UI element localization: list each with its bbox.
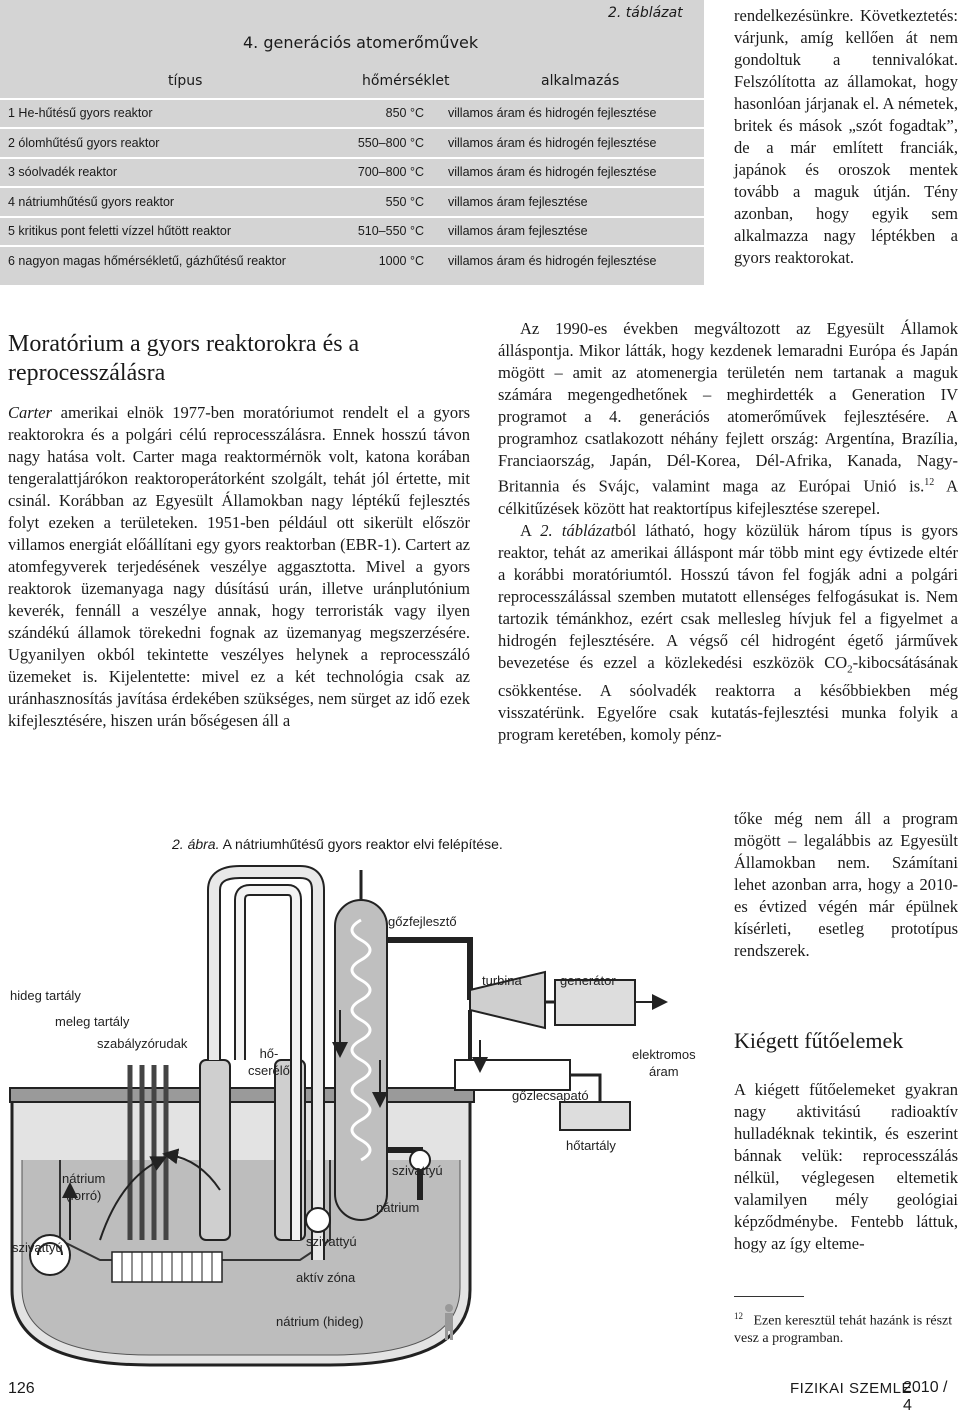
left-paragraph: Carter amerikai elnök 1977-ben moratóriumot rendelt el a gyors reaktorokra és a polgári célú reprocesszálásra. Ennek hosszú távon nagy hatása volt. Carter maga reaktormérnök volt, katona korában tengeralattjárókon reaktoroperátorként szolgált, tehát jól értette, mit csinál. Korábban az Egyesült Államokban nagy léptékű fejlesztés folyt ezeken a területeken. 1951-ben például ott sikerült először villamos energiát előállítani egy gyors reaktorban (EBR-1). Cartert az atomfegyverek terjedésének veszélye aggasztotta. Mivel a gyors reaktorok üzemanyaga nagy dúsítású urán, illetve uránplutónium keverék, fennáll a veszélye annak, hogy terroristák vagy ilyen szándékú államok törekedni fognak az üzemanyag megszerzésére. Ugyanilyen okból tekintette veszélyes helynek a reprocesszáló üzemeket is. Kijelentette: mivel ez a két technológia csak az uránhasznosítás javítása érdekében szükséges, nem sürget az idő ezek kifejlesztésére, hiszen urán bőségesen áll a (8, 403, 470, 730)
heat-exchanger (200, 1060, 230, 1240)
right-column-bottom: tőke még nem áll a program mögött – legalábbis az Egyesült Államokban nem. Számítani lehet azonban arra, hogy a 2010-es évtized végén már épülnek kísérleti, esetleg prototípus rendszerek. (734, 809, 958, 960)
journal-issue: 2010 / 4 (903, 1379, 948, 1414)
label-control-rods: szabályzórudak (97, 1036, 188, 1051)
label-heat-storage: hőtartály (566, 1138, 616, 1153)
section-heading-moratorium: Moratórium a gyors reaktorokra és a reprocesszálásra (8, 331, 360, 386)
page-number: 126 (8, 1380, 35, 1397)
label-warm-tank: meleg tartály (55, 1014, 130, 1029)
label-pump-middle: szivattyú (306, 1234, 357, 1249)
journal-name: FIZIKAI SZEMLE (790, 1380, 913, 1397)
footnote-rule (734, 1296, 804, 1297)
label-cold-tank: hideg tartály (10, 988, 81, 1003)
header-temperature: hőmérséklet (362, 73, 450, 89)
paragraph-generation-iv: Az 1990-es években megváltozott az Egyesült Államok álláspontja. Mikor látták, hogy kezdenek lemaradni Európa és Japán mögött – amit az atomenergia területén nem tartanak a maguk számára megengedhetőnek – meghirdették a Generation IV programot a 4. generációs atomerőművek fejlesztésére. A programhoz csatlakozott néhány fejlett ország: Argentína, Brazília, Franciaország, Japán, Dél-Korea, Dél-Afrika, Kanada, Nagy-Britannia és Svájc, valamint maga az Európai Unió is.$^{12}$ A célkitűzések között hat reaktortípus kifejlesztése szerepel. (498, 319, 958, 518)
header-application: alkalmazás (541, 73, 620, 89)
figure-caption: 2. ábra. A nátriumhűtésű gyors reaktor elvi felépítése. (172, 836, 503, 852)
left-column (8, 330, 470, 732)
label-hot-sodium: nátrium (forró) (62, 1171, 106, 1203)
label-cold-sodium: nátrium (hideg) (276, 1314, 364, 1329)
label-heat-exchanger: hő- cserélő (248, 1046, 290, 1078)
reactor-lid (10, 1088, 474, 1102)
section-spent-fuel (734, 1026, 958, 1255)
middle-column (498, 318, 958, 746)
label-condenser: gőzlecsapató (512, 1088, 589, 1103)
label-pump-left: szivattyú (12, 1240, 63, 1255)
spent-fuel-paragraph: A kiégett fűtőelemeket gyakran nagy aktivitású radioaktív hulladéknak tekintik, és eszerint bánnak velük: reprocesszálás nélkül, véglegesen eltemetik valamilyen mély geológiai képződménybe. Fentebb láttuk, hogy az így elteme- (734, 1080, 958, 1253)
label-active-core: aktív zóna (296, 1270, 356, 1285)
table-caption: 2. táblázat (608, 5, 683, 21)
heat-tank (560, 1102, 630, 1130)
sodium-reactor-diagram (0, 860, 730, 1375)
label-pump-right: szivattyú (392, 1163, 443, 1178)
label-turbine: turbina (482, 973, 522, 988)
generation-iv-table: 2. táblázat 4. generációs atomerőművek típus hőmérséklet alkalmazás 1 He-hűtésű gyors reaktor 850 °C villamos áram és hidrogén fejlesztése 2 ólomhűtésű gyors reaktor 550–800 °C villamos áram és hidrogén fejlesztése 3 sóolvadék reaktor 700–800 °C villamos áram és hidrogén fejlesztése 4 nátriumhűtésű gyors reaktor 550 °C villamos áram fejlesztése 5 kritikus pont feletti vízzel hűtött reaktor 510–550 °C villamos áram fejlesztése 6 nagyon magas hőmérsékletű, gázhűtésű reaktor 1000 °C villamos áram és hidrogén fejlesztése (0, 0, 704, 285)
pump-middle (306, 1208, 330, 1232)
footnote: $^{12}$ Ezen keresztül tehát hazánk is részt vesz a programban. (734, 1311, 953, 1346)
label-electric-power: elektromos áram (632, 1047, 696, 1079)
label-generator: generátor (560, 973, 616, 988)
right-column-top: rendelkezésünkre. Következtetés: várjunk, amíg kellően át nem gondoltuk a tennivalókat. Felszólította az államokat, hogy hasonlóan járjanak el. A németek, britek és mások „szót fogadtak”, de a már említett franciák, japánok és oroszok mentek tovább a maguk útján. Tény azonban, hogy egyik sem alkalmazza nagy léptékben a gyors reaktorokat. (734, 6, 958, 267)
label-sodium: nátrium (376, 1200, 420, 1215)
table-title: 4. generációs atomerőművek (243, 33, 479, 52)
paragraph-table-reference: A 2. táblázatból látható, hogy közülük három típus is gyors reaktor, tehát az amerikai álláspont már több mint egy évtizede eltér a korábbi moratóriumtól. Hosszú távon fel fogják adni a polgári reprocesszálással szemben mutatott ellenséges felfogásukat is. Nem tartozik témánkhoz, ezért csak mellesleg hívjuk fel a figyelmet a hidrogén fejlesztésére. A végső cél hidrogént égető járművek bevezetése és ezzel a közlekedési eszközök $CO_2$-kibocsátásának csökkentése. A sóolvadék reaktorra a későbbiekben még visszatérünk. Egyelőre csak kutatás-fejlesztési munka folyik a program keretében, komoly pénz- (498, 520, 958, 744)
condenser (455, 1060, 570, 1090)
active-core (112, 1252, 222, 1282)
section-heading-spent-fuel: Kiégett fűtőelemek (734, 1028, 904, 1053)
label-steam-generator: gőzfejlesztő (388, 914, 457, 929)
header-type: típus (168, 73, 203, 89)
